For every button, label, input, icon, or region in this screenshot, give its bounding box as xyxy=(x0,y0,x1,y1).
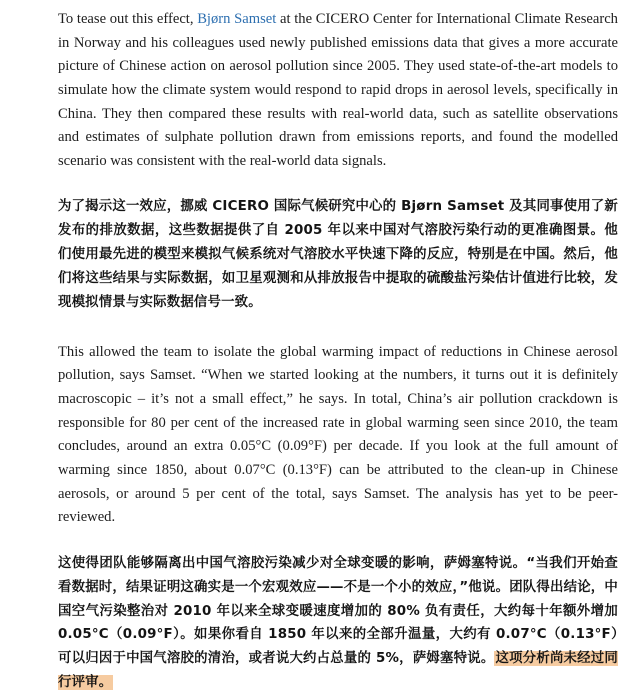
paragraph-text: This allowed the team to isolate the global warming impact of reductions in Chinese aerosol pollution, says Samset. “When we started looking at the numbers, it turns out it is definitely macroscopic – it’s not a small effect,” he says. In total, China’s air pollution crackdown is responsible for 80 per cent of the increased rate in global warming seen since 2010, the team concludes, around an extra 0.05°C (0.09°F) per decade. If you look at the full amount of warming since 1850, about 0.07°C (0.13°F) can be attributed to the clean-up in Chinese aerosols, or around 5 per cent of the total, says Samset. The analysis has yet to be peer-reviewed. xyxy=(58,343,618,526)
paragraph-spacer xyxy=(58,530,618,552)
paragraph-spacer xyxy=(58,315,618,341)
highlighted-text: 这项分析尚未经过同行评审。 xyxy=(58,651,618,691)
paragraph-spacer xyxy=(58,173,618,195)
paragraph-text: 这使得团队能够隔离出中国气溶胶污染减少对全球变暖的影响，萨姆塞特说。“当我们开始查看数据时，结果证明这确实是一个宏观效应——不是一个小的效应，”他说。团队得出结论，中国空气污染整治对 2010 年以来全球变暖速度增加的 80% 负有责任，大约每十年额外增加 0.05°C（0.09°F）。如果你看自 1850 年以来的全部升温量，大约有 0.07°C（0.13°F）可以归因于中国气溶胶的清治，或者说大约占总量的 5%，萨姆塞特说。 xyxy=(58,555,618,667)
inline-link-bjorn-samset[interactable]: Bjørn Samset xyxy=(197,11,277,27)
paragraph-english-2 xyxy=(58,341,618,530)
paragraph-chinese-2 xyxy=(58,552,618,695)
paragraph-text: at the CICERO Center for International Climate Research in Norway and his colleagues used newly published emissions data that gives a more accurate picture of Chinese action on aerosol pollution since 2005. They used state-of-the-art models to simulate how the climate system would respond to rapid drops in aerosol levels, specifically in China. They then compared these results with real-world data, such as satellite observations and estimates of sulphate pollution drawn from emissions reports, and found the modelled scenario was consistent with the real-world data signals. xyxy=(58,11,618,169)
paragraph-text: To tease out this effect, xyxy=(58,11,198,27)
paragraph-chinese-1 xyxy=(58,195,618,314)
paragraph-english-1 xyxy=(58,8,618,173)
paragraph-text: 为了揭示这一效应，挪威 CICERO 国际气候研究中心的 Bjørn Samset 及其同事使用了新发布的排放数据，这些数据提供了自 2005 年以来中国对气溶胶污染行动的更准确图景。他们使用最先进的模型来模拟气候系统对气溶胶水平快速下降的反应，特别是在中国。然后，他们将这些结果与实际数据，如卫星观测和从排放报告中提取的硫酸盐污染估计值进行比较，发现模拟情景与实际数据信号一致。 xyxy=(58,199,618,310)
